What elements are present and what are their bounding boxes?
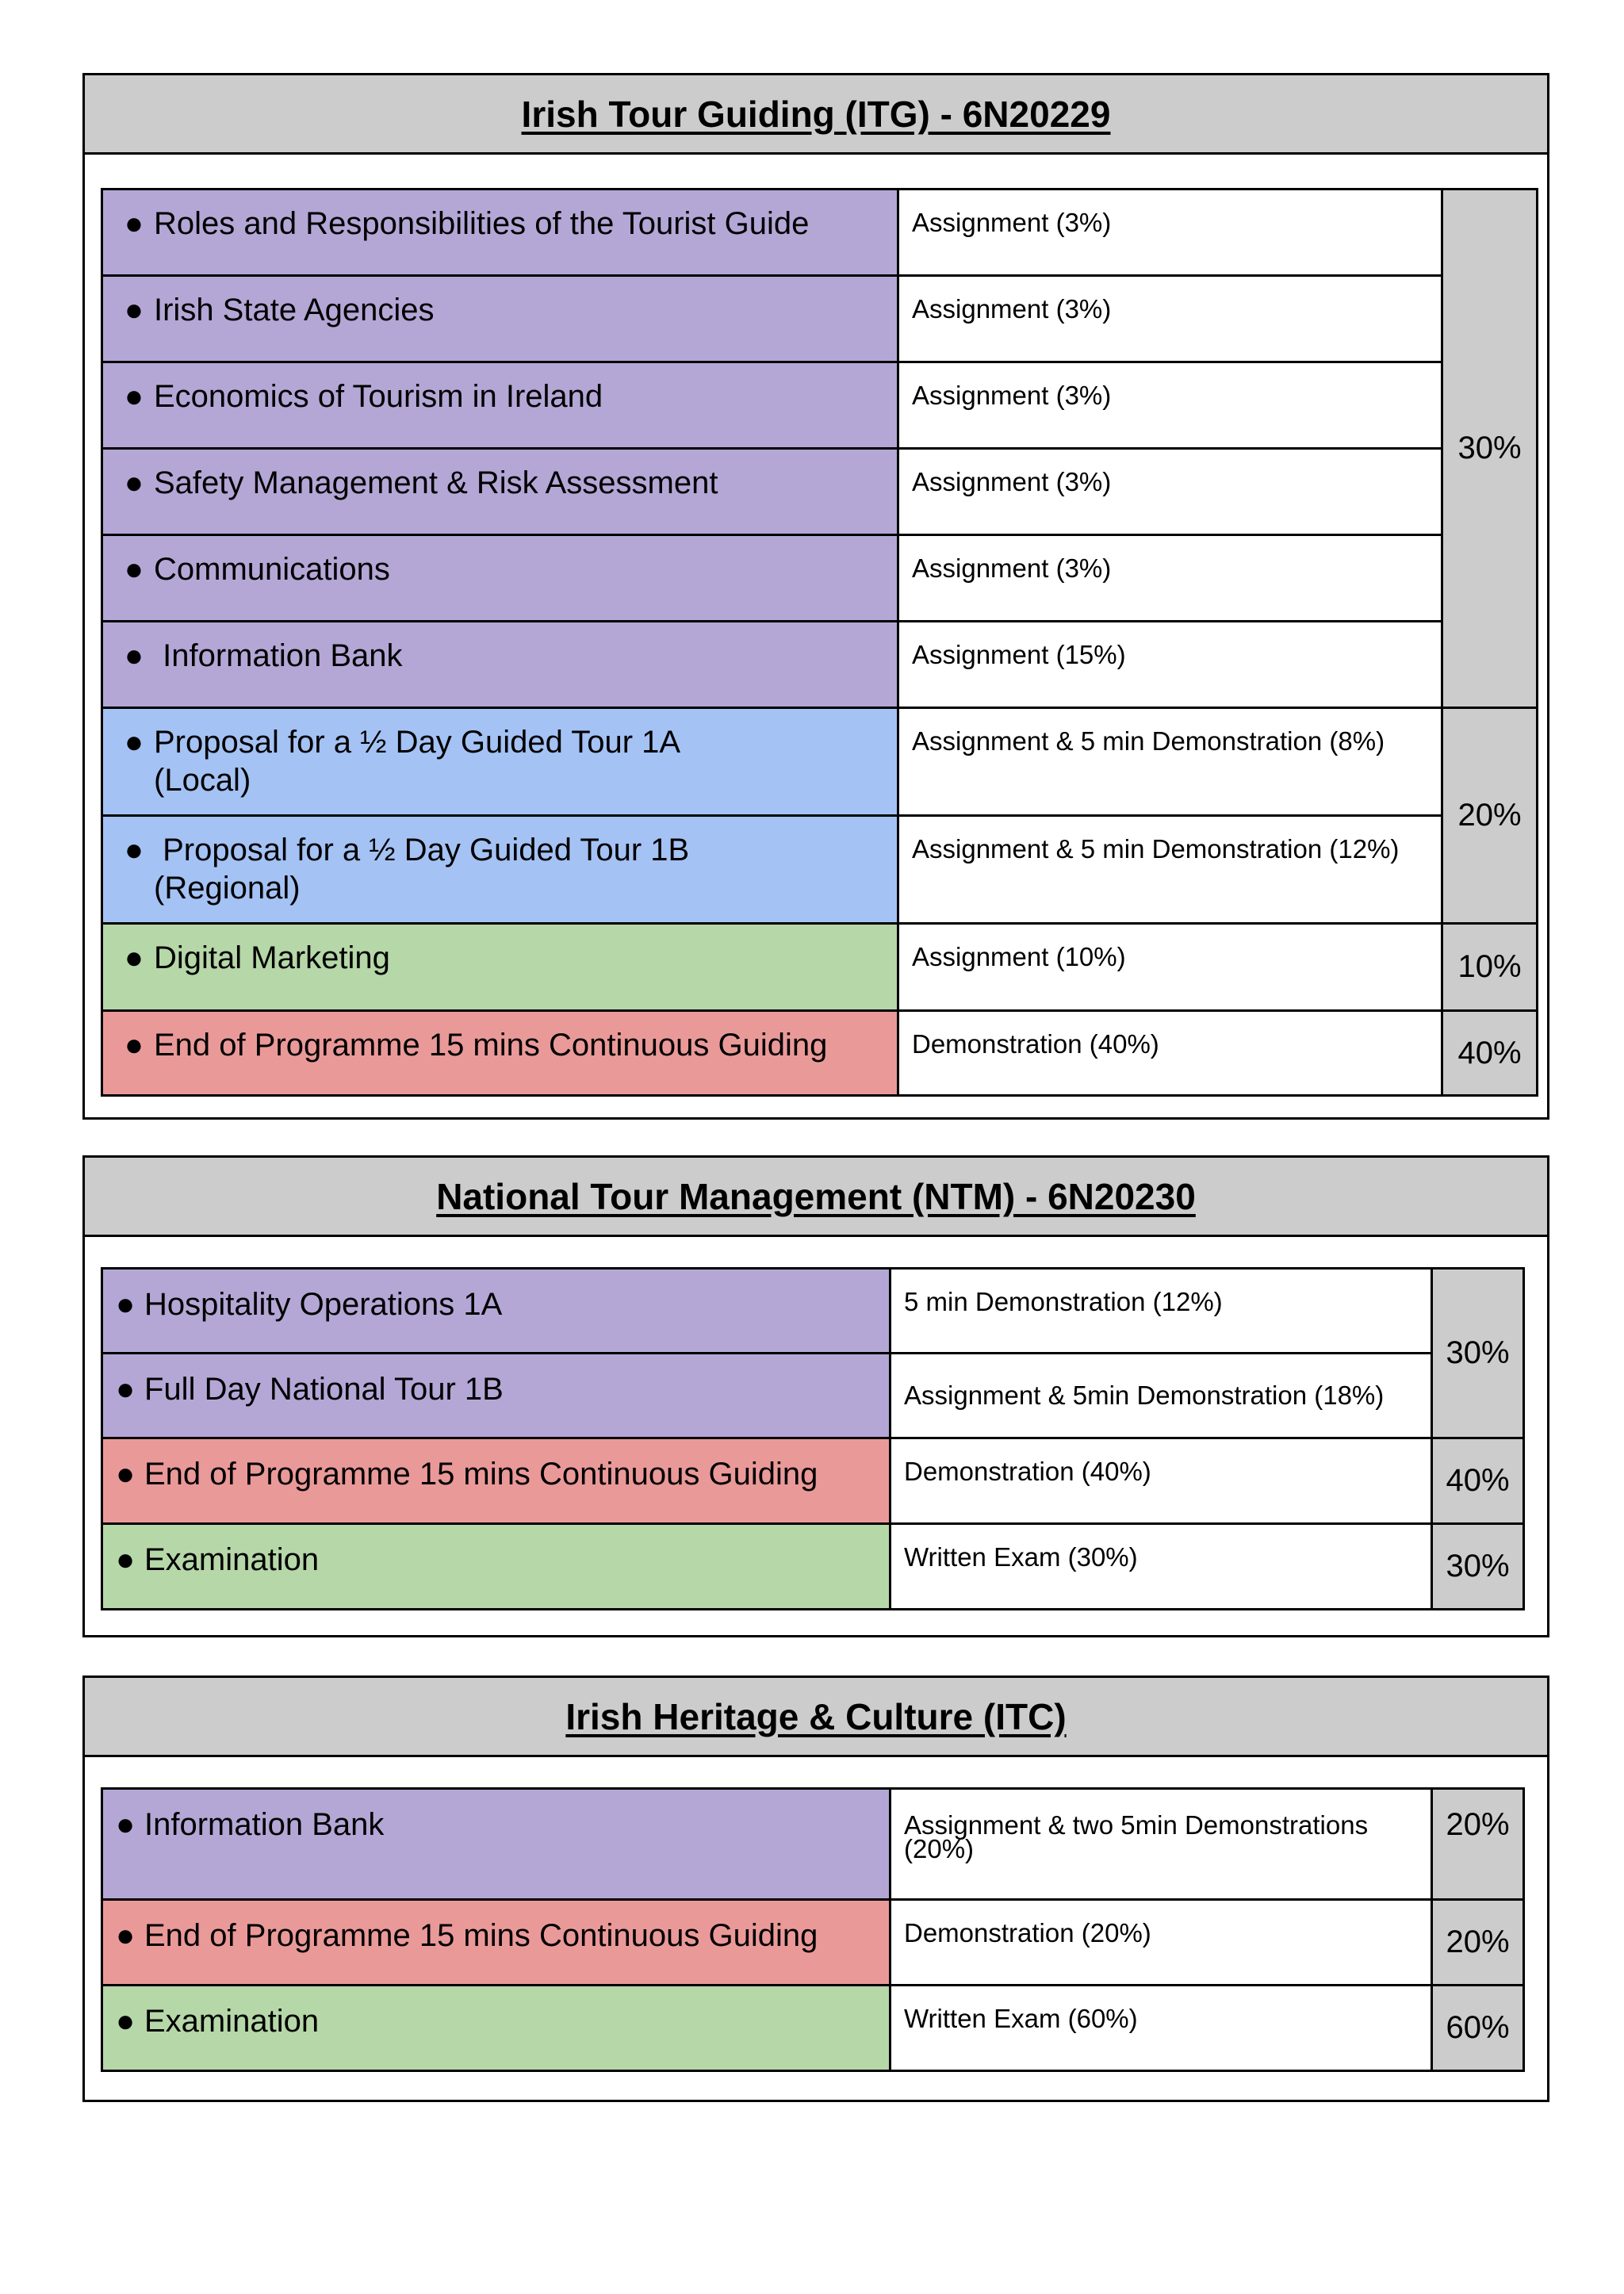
- topic-cell: [102, 1011, 898, 1096]
- method-label: Assignment & 5min Demonstration (18%): [904, 1381, 1385, 1410]
- itg-section: [82, 73, 1549, 1120]
- method-cell: [891, 1789, 1432, 1900]
- method-label: Demonstration (40%): [912, 1029, 1159, 1059]
- weight-cell: 30%: [1442, 190, 1538, 708]
- topic-label: Digital Marketing: [154, 940, 390, 975]
- table-row: [102, 816, 1538, 924]
- topic-cell: [102, 190, 898, 276]
- method-cell: [898, 924, 1442, 1011]
- method-cell: [891, 1354, 1432, 1438]
- method-cell: [898, 449, 1442, 535]
- ntm-section-header: [85, 1158, 1547, 1237]
- method-cell: [898, 190, 1442, 276]
- bullet-icon: ●: [124, 379, 144, 414]
- topic-cell: [102, 1900, 891, 1986]
- method-label: Assignment (3%): [912, 467, 1112, 496]
- weight-cell: 10%: [1442, 924, 1538, 1011]
- weight-cell: 30%: [1432, 1524, 1524, 1610]
- table-row: [102, 276, 1538, 362]
- topic-label: End of Programme 15 mins Continuous Guiding: [144, 1918, 818, 1953]
- method-cell: [898, 816, 1442, 924]
- method-label: Demonstration (40%): [904, 1457, 1151, 1486]
- topic-label: Roles and Responsibilities of the Tourist Guide: [154, 206, 810, 241]
- itc-section: [82, 1676, 1549, 2102]
- method-cell: [891, 1269, 1432, 1354]
- itg-section-title: Irish Tour Guiding (ITG) - 6N20229: [521, 93, 1111, 135]
- method-cell: [898, 622, 1442, 708]
- topic-cell: [102, 1524, 891, 1610]
- method-cell: [898, 1011, 1442, 1096]
- ntm-assessment-table: [101, 1267, 1525, 1610]
- bullet-icon: ●: [124, 293, 144, 327]
- method-label: Assignment & two 5min Demonstrations (20%): [904, 1810, 1369, 1863]
- topic-cell: [102, 535, 898, 622]
- table-row: [102, 1986, 1524, 2071]
- topic-cell: [102, 1789, 891, 1900]
- table-row: [102, 362, 1538, 449]
- topic-label: Economics of Tourism in Ireland: [154, 379, 603, 414]
- method-cell: [891, 1900, 1432, 1986]
- table-row: [102, 622, 1538, 708]
- method-label: Assignment (15%): [912, 640, 1126, 669]
- topic-label: Information Bank: [144, 1807, 385, 1842]
- topic-label: Information Bank: [154, 638, 403, 673]
- topic-cell: [102, 1269, 891, 1354]
- topic-cell: [102, 816, 898, 924]
- topic-label: Examination: [144, 2004, 320, 2039]
- bullet-icon: ●: [124, 465, 144, 500]
- ntm-section-title: National Tour Management (NTM) - 6N20230: [436, 1175, 1196, 1217]
- bullet-icon: ●: [116, 2004, 136, 2039]
- bullet-icon: ●: [116, 1372, 136, 1407]
- bullet-icon: ●: [124, 638, 144, 673]
- itg-section-header: [85, 75, 1547, 155]
- method-cell: [891, 1438, 1432, 1524]
- topic-label: Irish State Agencies: [154, 293, 435, 327]
- topic-cell: [102, 1354, 891, 1438]
- table-row: [102, 1269, 1524, 1354]
- method-label: Written Exam (60%): [904, 2004, 1138, 2033]
- bullet-icon: ●: [116, 1807, 136, 1842]
- method-label: Assignment (3%): [912, 553, 1112, 583]
- table-row: [102, 924, 1538, 1011]
- table-row: [102, 449, 1538, 535]
- topic-label: Hospitality Operations 1A: [144, 1287, 503, 1322]
- method-label: Demonstration (20%): [904, 1918, 1151, 1947]
- weight-cell: 60%: [1432, 1986, 1524, 2071]
- weight-cell: 20%: [1442, 708, 1538, 924]
- method-label: Assignment (3%): [912, 208, 1112, 237]
- method-cell: [891, 1524, 1432, 1610]
- topic-label: Examination: [144, 1542, 320, 1577]
- bullet-icon: ●: [116, 1457, 136, 1492]
- topic-label: Proposal for a ½ Day Guided Tour 1B (Regional): [154, 833, 699, 906]
- topic-cell: [102, 449, 898, 535]
- bullet-icon: ●: [116, 1918, 136, 1953]
- topic-label: End of Programme 15 mins Continuous Guiding: [144, 1457, 818, 1492]
- method-cell: [898, 362, 1442, 449]
- table-row: [102, 1900, 1524, 1986]
- method-label: Assignment & 5 min Demonstration (12%): [912, 834, 1400, 864]
- bullet-icon: ●: [124, 1028, 144, 1063]
- topic-cell: [102, 1438, 891, 1524]
- topic-cell: [102, 362, 898, 449]
- topic-label: Proposal for a ½ Day Guided Tour 1A (Local): [154, 725, 679, 798]
- method-label: Written Exam (30%): [904, 1542, 1138, 1572]
- method-label: Assignment (3%): [912, 381, 1112, 410]
- weight-cell: 20%: [1432, 1789, 1524, 1900]
- method-label: Assignment (3%): [912, 294, 1112, 324]
- ntm-section: [82, 1155, 1549, 1637]
- bullet-icon: ●: [116, 1287, 136, 1322]
- table-row: [102, 1789, 1524, 1900]
- topic-label: Safety Management & Risk Assessment: [154, 465, 718, 500]
- itc-assessment-table: [101, 1787, 1525, 2072]
- weight-cell: 40%: [1432, 1438, 1524, 1524]
- weight-cell: 30%: [1432, 1269, 1524, 1438]
- weight-cell: 20%: [1432, 1900, 1524, 1986]
- bullet-icon: ●: [124, 833, 144, 867]
- topic-cell: [102, 1986, 891, 2071]
- itc-section-header: [85, 1678, 1547, 1757]
- topic-label: Full Day National Tour 1B: [144, 1372, 504, 1407]
- table-row: [102, 1354, 1524, 1438]
- method-cell: [898, 535, 1442, 622]
- topic-cell: [102, 276, 898, 362]
- topic-cell: [102, 622, 898, 708]
- table-row: [102, 1524, 1524, 1610]
- method-label: 5 min Demonstration (12%): [904, 1287, 1223, 1316]
- bullet-icon: ●: [124, 206, 144, 241]
- method-label: Assignment (10%): [912, 942, 1126, 971]
- method-cell: [898, 708, 1442, 816]
- topic-label: Communications: [154, 552, 390, 587]
- bullet-icon: ●: [116, 1542, 136, 1577]
- table-row: [102, 190, 1538, 276]
- weight-cell: 40%: [1442, 1011, 1538, 1096]
- table-row: [102, 535, 1538, 622]
- itc-section-title: Irish Heritage & Culture (ITC): [565, 1695, 1067, 1737]
- topic-cell: [102, 924, 898, 1011]
- table-row: [102, 1438, 1524, 1524]
- bullet-icon: ●: [124, 552, 144, 587]
- bullet-icon: ●: [124, 940, 144, 975]
- method-label: Assignment & 5 min Demonstration (8%): [912, 726, 1385, 756]
- topic-cell: [102, 708, 898, 816]
- topic-label: End of Programme 15 mins Continuous Guiding: [154, 1028, 828, 1063]
- method-cell: [898, 276, 1442, 362]
- method-cell: [891, 1986, 1432, 2071]
- bullet-icon: ●: [124, 725, 144, 760]
- table-row: [102, 708, 1538, 816]
- table-row: [102, 1011, 1538, 1096]
- itg-assessment-table: [101, 188, 1538, 1097]
